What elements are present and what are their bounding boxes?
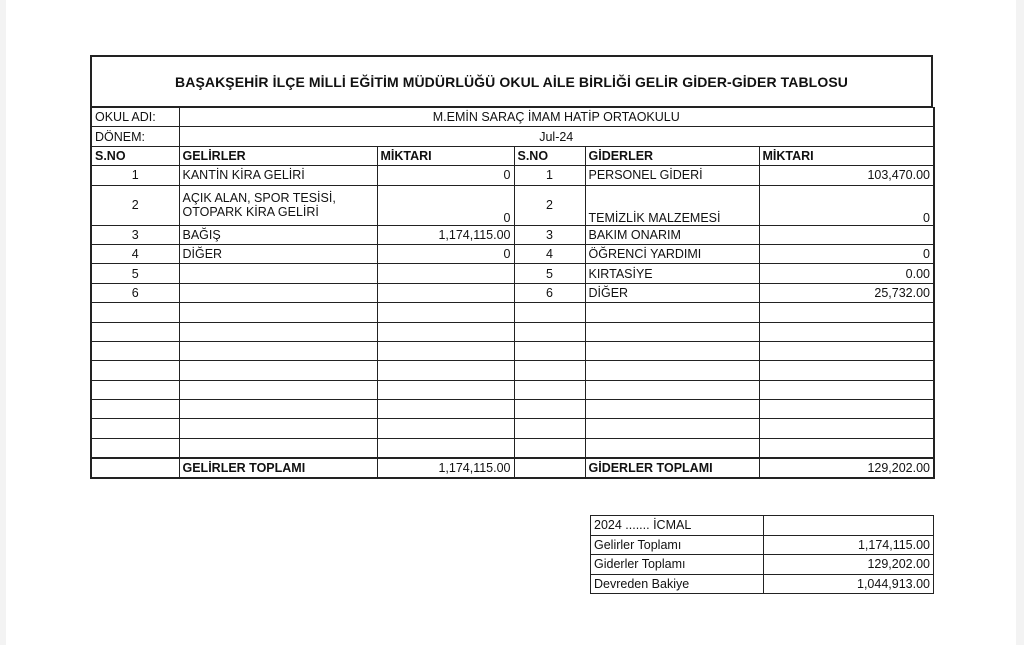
table-row (91, 283, 934, 302)
income-amount: 0 (377, 185, 514, 225)
header-row (91, 146, 934, 165)
empty-row (91, 322, 934, 341)
income-name: BAĞIŞ (179, 225, 377, 244)
income-expense-table (90, 107, 935, 479)
empty-row (91, 380, 934, 399)
income-no: 4 (91, 244, 179, 263)
expense-name: TEMİZLİK MALZEMESİ (585, 185, 759, 225)
empty-row (91, 303, 934, 322)
header-sno-2: S.NO (514, 146, 585, 165)
totals-row (91, 458, 934, 478)
income-no: 2 (91, 185, 179, 225)
income-total-value: 1,174,115.00 (377, 458, 514, 478)
period-value: Jul-24 (179, 127, 934, 146)
school-row (91, 108, 934, 127)
income-no: 5 (91, 264, 179, 283)
table-row (91, 244, 934, 263)
empty-row (91, 341, 934, 360)
expense-no: 1 (514, 166, 585, 185)
expense-amount: 25,732.00 (759, 283, 934, 302)
income-no: 3 (91, 225, 179, 244)
table-row (91, 264, 934, 283)
header-miktari-2: MİKTARI (759, 146, 934, 165)
expense-no: 3 (514, 225, 585, 244)
document-page (6, 0, 1016, 645)
empty-row (91, 438, 934, 457)
expense-name: BAKIM ONARIM (585, 225, 759, 244)
empty-row (91, 400, 934, 419)
expense-no: 5 (514, 264, 585, 283)
income-amount: 1,174,115.00 (377, 225, 514, 244)
summary-heading-row (591, 516, 934, 536)
income-amount (377, 264, 514, 283)
school-label: OKUL ADI: (91, 108, 179, 127)
income-amount: 0 (377, 244, 514, 263)
income-amount: 0 (377, 166, 514, 185)
header-gelirler: GELİRLER (179, 146, 377, 165)
header-miktari: MİKTARI (377, 146, 514, 165)
expense-no: 2 (514, 185, 585, 225)
summary-row (591, 535, 934, 555)
summary-label: Gelirler Toplamı (591, 535, 764, 555)
summary-heading: 2024 ....... İCMAL (591, 516, 764, 536)
expense-amount: 0.00 (759, 264, 934, 283)
summary-value: 1,174,115.00 (764, 535, 934, 555)
period-row (91, 127, 934, 146)
empty-row (91, 361, 934, 380)
period-label: DÖNEM: (91, 127, 179, 146)
income-name: AÇIK ALAN, SPOR TESİSİ, OTOPARK KİRA GELİRİ (179, 185, 377, 225)
income-no: 1 (91, 166, 179, 185)
expense-total-value: 129,202.00 (759, 458, 934, 478)
income-total-label: GELİRLER TOPLAMI (179, 458, 377, 478)
summary-value: 129,202.00 (764, 555, 934, 575)
table-row (91, 225, 934, 244)
summary-label: Devreden Bakiye (591, 574, 764, 594)
table-row (91, 166, 934, 185)
income-name (179, 283, 377, 302)
expense-name: KIRTASİYE (585, 264, 759, 283)
summary-table (590, 515, 934, 594)
summary-row (591, 574, 934, 594)
income-name: KANTİN KİRA GELİRİ (179, 166, 377, 185)
income-expense-sheet (90, 55, 933, 479)
income-name: DİĞER (179, 244, 377, 263)
expense-amount (759, 225, 934, 244)
expense-no: 4 (514, 244, 585, 263)
document-title: BAŞAKŞEHİR İLÇE MİLLİ EĞİTİM MÜDÜRLÜĞÜ OKUL AİLE BİRLİĞİ GELİR GİDER-GİDER TABLOSU (90, 55, 933, 107)
income-no: 6 (91, 283, 179, 302)
expense-total-label: GİDERLER TOPLAMI (585, 458, 759, 478)
summary-value: 1,044,913.00 (764, 574, 934, 594)
table-row (91, 185, 934, 225)
header-sno: S.NO (91, 146, 179, 165)
empty-row (91, 419, 934, 438)
expense-amount: 0 (759, 244, 934, 263)
expense-name: ÖĞRENCİ YARDIMI (585, 244, 759, 263)
summary-label: Giderler Toplamı (591, 555, 764, 575)
income-name (179, 264, 377, 283)
expense-name: PERSONEL GİDERİ (585, 166, 759, 185)
expense-name: DİĞER (585, 283, 759, 302)
school-name: M.EMİN SARAÇ İMAM HATİP ORTAOKULU (179, 108, 934, 127)
summary-row (591, 555, 934, 575)
expense-no: 6 (514, 283, 585, 302)
header-giderler: GİDERLER (585, 146, 759, 165)
income-amount (377, 283, 514, 302)
expense-amount: 103,470.00 (759, 166, 934, 185)
expense-amount: 0 (759, 185, 934, 225)
